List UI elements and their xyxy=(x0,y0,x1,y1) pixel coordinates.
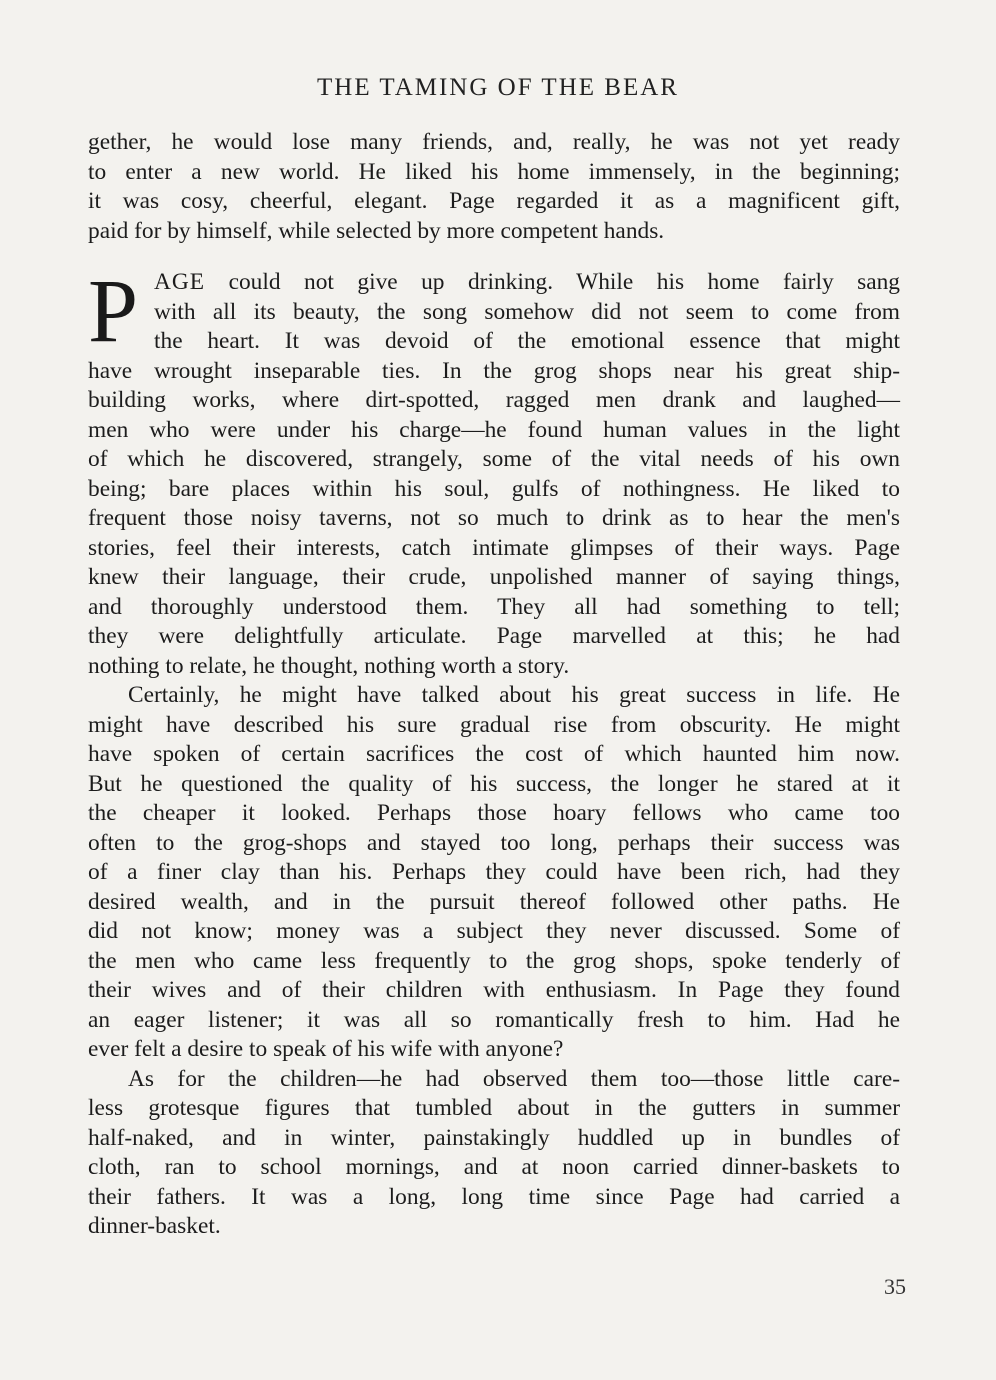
text-line: the men who came less frequently to the grog shops, spoke tenderly of xyxy=(88,947,900,974)
text-line: of a finer clay than his. Perhaps they could have been rich, had they xyxy=(88,859,900,885)
lead-in: AGE xyxy=(154,269,206,295)
text-line: nothing to relate, he thought, nothing worth a story. xyxy=(88,652,570,679)
text-line: less grotesque figures that tumbled about in the gutters in summer xyxy=(88,1095,900,1121)
paragraph-1 xyxy=(88,128,900,246)
text-line: desired wealth, and in the pursuit thereof followed other paths. He xyxy=(88,888,900,915)
text-line: men who were under his charge—he found human values in the light xyxy=(88,416,900,443)
text-line: stories, feel their interests, catch intimate glimpses of their ways. Page xyxy=(88,534,900,561)
paragraph-2 xyxy=(88,262,900,681)
text-line: knew their language, their crude, unpolished manner of saying things, xyxy=(88,564,900,590)
text-line: As for the children—he had observed them too—those little care- xyxy=(128,1065,900,1092)
text-line: and thoroughly understood them. They all had something to tell; xyxy=(88,593,900,620)
text-line: But he questioned the quality of his success, the longer he stared at it xyxy=(88,770,900,797)
text-line: with all its beauty, the song somehow did not seem to come from xyxy=(154,298,900,325)
text-line: to enter a new world. He liked his home immensely, in the beginning; xyxy=(88,158,900,185)
text-line: they were delightfully articulate. Page marvelled at this; he had xyxy=(88,623,900,649)
drop-cap: P xyxy=(88,262,139,361)
running-title: THE TAMING OF THE BEAR xyxy=(317,74,679,101)
text-line: often to the grog-shops and stayed too long, perhaps their success was xyxy=(88,829,900,856)
text-line: frequent those noisy taverns, not so much to drink as to hear the men's xyxy=(88,505,900,531)
text-line: might have described his sure gradual rise from obscurity. He might xyxy=(88,711,900,738)
text-line: Certainly, he might have talked about his great success in life. He xyxy=(128,682,900,708)
text-line: have wrought inseparable ties. In the grog shops near his great ship- xyxy=(88,357,900,384)
text-line: being; bare places within his soul, gulfs of nothingness. He liked to xyxy=(88,475,900,502)
page-number: 35 xyxy=(884,1274,906,1299)
text-line: cloth, ran to school mornings, and at noon carried dinner-baskets to xyxy=(88,1154,900,1180)
text-line: AGE could not give up drinking. While his home fairly sang xyxy=(154,269,900,295)
text-line: the heart. It was devoid of the emotional essence that might xyxy=(154,328,900,354)
text-line: an eager listener; it was all so romantically fresh to him. Had he xyxy=(88,1006,900,1033)
paragraph-3 xyxy=(88,681,900,1065)
paragraph-4 xyxy=(88,1065,900,1242)
text-line: the cheaper it looked. Perhaps those hoary fellows who came too xyxy=(88,800,900,826)
text-line: did not know; money was a subject they never discussed. Some of xyxy=(88,918,900,944)
text-line: building works, where dirt-spotted, ragged men drank and laughed— xyxy=(88,387,900,413)
text-line: paid for by himself, while selected by more competent hands. xyxy=(88,217,665,244)
text-line: it was cosy, cheerful, elegant. Page regarded it as a magnificent gift, xyxy=(88,188,900,214)
text-line: of which he discovered, strangely, some of the vital needs of his own xyxy=(88,446,900,472)
text-line: dinner-basket. xyxy=(88,1213,221,1239)
text-line: half-naked, and in winter, painstakingly huddled up in bundles of xyxy=(88,1124,900,1151)
text-line: their fathers. It was a long, long time since Page had carried a xyxy=(88,1183,900,1210)
text-line: ever felt a desire to speak of his wife with anyone? xyxy=(88,1036,564,1062)
text-line: have spoken of certain sacrifices the cost of which haunted him now. xyxy=(88,741,900,767)
text-line: their wives and of their children with enthusiasm. In Page they found xyxy=(88,977,900,1003)
body-text xyxy=(88,128,900,1242)
text-line: gether, he would lose many friends, and, really, he was not yet ready xyxy=(88,129,900,155)
